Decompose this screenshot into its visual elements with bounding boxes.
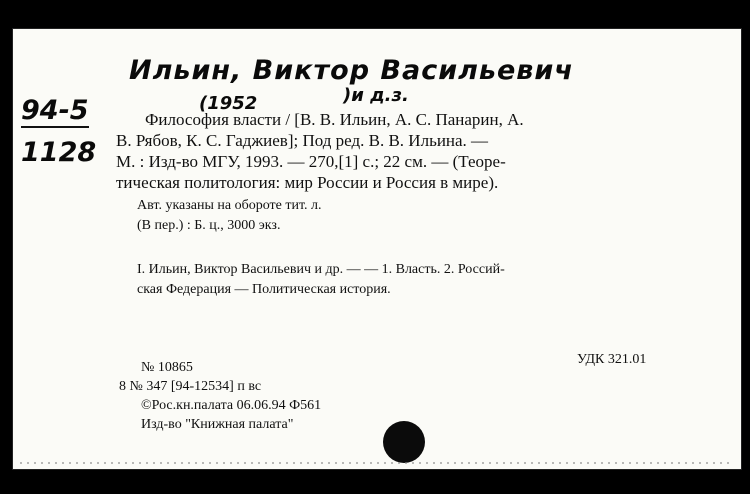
footer-line-2: ©Рос.кн.палата 06.06.94 Ф561 — [141, 398, 322, 413]
note-authors: Авт. указаны на обороте тит. л. — [137, 198, 322, 213]
handwritten-birth-year: (1952 — [199, 93, 258, 114]
accession-number: № 10865 — [141, 360, 193, 375]
punch-hole — [383, 421, 425, 463]
title-line-4: тическая политология: мир России и Россия в мире). — [116, 173, 499, 192]
card-edge-shadow — [20, 462, 730, 464]
handwritten-extra-note: )и д.з. — [343, 85, 409, 106]
catalog-card — [12, 28, 742, 470]
handwritten-author-name: Ильин, Виктор Васильевич — [129, 55, 574, 86]
tracing-line-1: I. Ильин, Виктор Васильевич и др. — — 1. Власть. 2. Россий- — [137, 262, 505, 277]
footer-line-3: Изд-во "Книжная палата" — [141, 417, 294, 432]
handwritten-shelfmark-top: 94-5 — [21, 95, 89, 126]
footer-line-1: 8 № 347 [94-12534] п вс — [119, 379, 262, 394]
title-line-2: В. Рябов, К. С. Гаджиев]; Под ред. В. В. Ильина. — — [116, 131, 489, 150]
note-binding-price: (В пер.) : Б. ц., 3000 экз. — [137, 218, 281, 233]
title-line-3: М. : Изд-во МГУ, 1993. — 270,[1] с.; 22 см. — (Теоре- — [116, 152, 506, 171]
title-line-1: Философия власти / [В. В. Ильин, А. С. Панарин, А. — [145, 110, 524, 129]
udc-code: УДК 321.01 — [577, 352, 647, 367]
tracing-line-2: ская Федерация — Политическая история. — [137, 282, 391, 297]
handwritten-shelfmark-bottom: 1128 — [21, 137, 97, 168]
